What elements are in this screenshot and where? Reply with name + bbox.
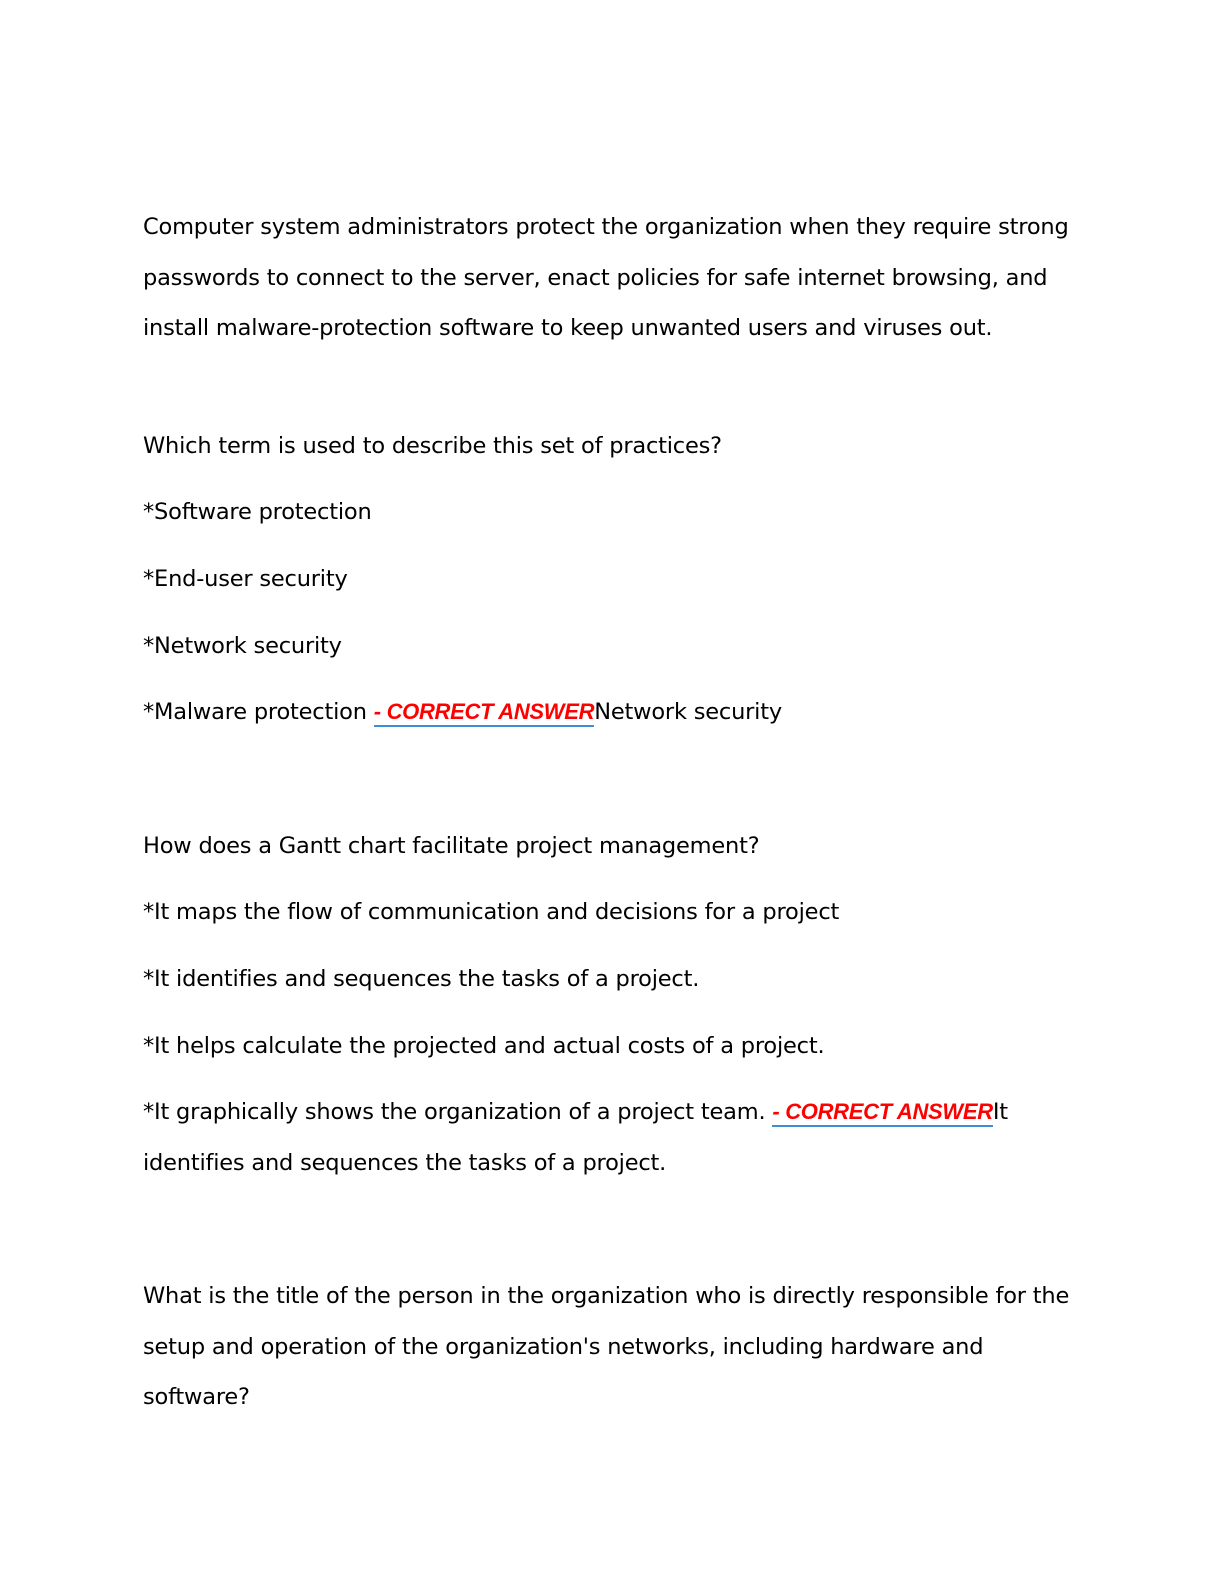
q1-option-2: *End-user security [143, 566, 348, 592]
q3-question-text: What is the title of the person in the organization who is directly responsible for the setup and operation of the organization's networks, including hardware and software? [143, 1283, 1070, 1410]
q1-answer: Network security [594, 699, 782, 725]
q2-answer-continued: identifies and sequences the tasks of a project. [143, 1150, 667, 1176]
q2-option-4-with-answer [143, 1097, 1008, 1127]
q2-option-4: *It graphically shows the organization of a project team. [143, 1099, 773, 1125]
q2-correct-answer-tag: - CORRECT ANSWER [772, 1099, 993, 1127]
document-page [143, 0, 1073, 1584]
q1-question: Which term is used to describe this set of practices? [143, 433, 722, 459]
q3-question [143, 1271, 1073, 1423]
q1-correct-answer-tag: - CORRECT ANSWER [374, 699, 595, 727]
q1-prompt-text: Computer system administrators protect the organization when they require strong passwords to connect to the server, enact policies for safe internet browsing, and install malware-protection software to keep unwanted users and viruses out. [143, 214, 1069, 341]
q1-option-1: *Software protection [143, 499, 372, 525]
q1-option-3: *Network security [143, 633, 342, 659]
q2-option-2: *It identifies and sequences the tasks of a project. [143, 966, 700, 992]
q1-option-4-with-answer [143, 697, 782, 727]
q2-option-3: *It helps calculate the projected and actual costs of a project. [143, 1033, 825, 1059]
q2-question: How does a Gantt chart facilitate project management? [143, 833, 760, 859]
q1-prompt [143, 202, 1073, 354]
q2-option-1: *It maps the flow of communication and decisions for a project [143, 899, 840, 925]
q2-answer-first: It [992, 1099, 1008, 1125]
q1-option-4: *Malware protection [143, 699, 374, 725]
